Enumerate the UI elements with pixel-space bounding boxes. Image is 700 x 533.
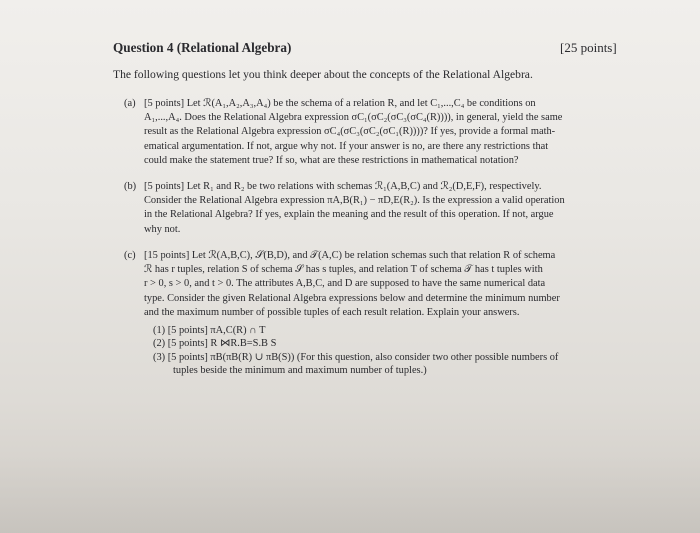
part-a-line: could make the statement true? If so, what are these restrictions in mathematical notation? (144, 154, 519, 166)
part-b-line: in the Relational Algebra? If yes, explain the meaning and the result of this operation. If not, argue (144, 209, 554, 221)
part-b-label: (b) (124, 181, 137, 192)
question-points: [25 points] (560, 40, 617, 55)
subpart-1: (1) [5 points] πA,C(R) ∩ T (153, 325, 266, 336)
part-b-line: why not. (144, 223, 181, 235)
part-a-label: (a) (124, 98, 136, 109)
part-a-line: [5 points] Let ℛ(A₁,A₂,A₃,A₄) be the schema of a relation R, and let C₁,...,C₄ be conditions on (144, 98, 536, 109)
part-c-line: [15 points] Let ℛ(A,B,C), 𝒮(B,D), and 𝒯(A,C) be relation schemas such that relation R of schema (144, 250, 556, 261)
part-a (124, 97, 622, 168)
part-c-label: (c) (124, 250, 136, 261)
part-b-line: [5 points] Let R₁ and R₂ be two relations with schemas ℛ₁(A,B,C) and ℛ₂(D,E,F), respectively. (144, 181, 542, 192)
part-c-subparts (153, 325, 623, 377)
part-c-line: r > 0, s > 0, and t > 0. The attributes A,B,C, and D are supposed to have the same numerical data (144, 278, 546, 290)
part-c (124, 249, 622, 320)
part-c-line: type. Consider the given Relational Algebra expressions below and determine the minimum number (144, 292, 560, 304)
part-c-line: ℛ has r tuples, relation S of schema 𝒮 has s tuples, and relation T of schema 𝒯 has t tuples with (144, 264, 543, 276)
part-b (124, 180, 622, 237)
part-a-line: result as the Relational Algebra expression σC₄(σC₃(σC₂(σC₁(R))))? If yes, provide a formal math- (144, 126, 556, 138)
question-intro: The following questions let you think deeper about the concepts of the Relational Algebra. (113, 68, 533, 81)
part-c-line: and the maximum number of possible tuples of each result relation. Explain your answers. (144, 306, 520, 318)
part-a-line: A₁,...,A₄. Does the Relational Algebra expression σC₁(σC₂(σC₃(σC₄(R)))), in general, yield the same (144, 112, 563, 124)
photo-shading (0, 453, 700, 533)
subpart-3-continued: tuples beside the minimum and maximum number of tuples.) (173, 364, 427, 376)
subpart-2: (2) [5 points] R ⋈R.B=S.B S (153, 338, 277, 350)
part-a-line: ematical argumentation. If not, argue why not. If your answer is no, are there any restrictions that (144, 140, 549, 152)
question-title: Question 4 (Relational Algebra) (113, 40, 292, 55)
part-b-line: Consider the Relational Algebra expression πA,B(R₁) − πD,E(R₂). Is the expression a valid operation (144, 195, 565, 207)
subpart-3: (3) [5 points] πB(πB(R) ∪ πB(S)) (For this question, also consider two other possible numbers of (153, 352, 559, 364)
